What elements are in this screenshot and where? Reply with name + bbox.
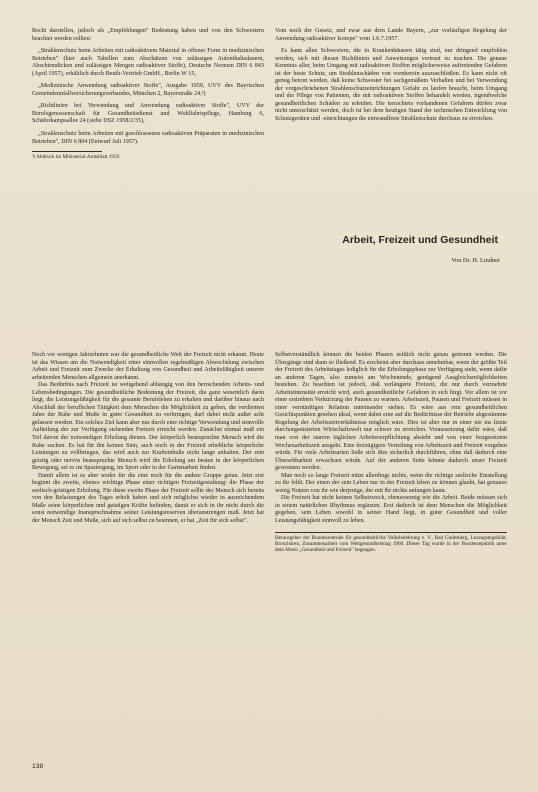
paragraph: Noch vor wenigen Jahrzehnten war die gesundheitliche Welt der Freizeit nicht erkannt. Heute ist das Wissen um die Notwendigkeit einer sinnvollen regelmäßigen Abwechslung zwischen Arbeit und Freizeit zum Zwecke der Erhaltung von Gesundheit und Arbeitsfähigkeit unserer arbeitenden Menschen allgemein anerkannt. (32, 352, 264, 381)
paragraph: Damit allein ist es aber weder für die eine noch für die andere Gruppe getan. Jetzt erst beginnt die zweite, ebenso wichtige Phase einer richtigen Freizeitgestaltung: die Phase der seelisch-geistigen Erholung. Für diese zweite Phase der Freizeit sollte der Mensch sich bereits von den Belastungen des Tages erholt haben und sich möglichst wieder in ausreichendem Maße seine körperlichen und geistigen Kräfte befinden, damit er sich in ihr nicht durch die sonst notwendige Inanspruchnahme seiner Leistungsreserven überanstrengen muß. Jetzt hat der Mensch Zeit und Muße, sich auf sich selbst zu besinnen, er hat „Zeit für sich selbst". (32, 472, 264, 525)
reference-item: „Medizinische Anwendung radioaktiver Stoffe", Ausgabe 1959, UVV des Bayrischen Gemeindeunfallversicherungsverbandes, München 2, Bayerstraße 24,²) (32, 83, 264, 97)
paragraph: Selbstverständlich können die beiden Phasen zeitlich nicht genau getrennt werden. Die Übergänge sind dann so fließend. Es erscheint aber durchaus annehmbar, wenn der größte Teil der Freizeit des Arbeitstages lediglich für die Erholungsphase zur Verfügung steht, wenn dafür an anderen Tagen, also zumeist am Wochenende, genügend Ausgleichsmöglichkeiten bestehen. Zu beachten ist jedoch, daß verlängerte Freizeit, die nur durch vermehrte Arbeitsintensität erreicht wird, auch gesundheitliche Gefahren in sich birgt. Vor allem ist vor einer erstrebten Verkürzung der Pausen zu warnen. Arbeitszeit, Pausen und Freizeit müssen in einer vernünftigen Relation miteinander stehen. Es wäre aus rein gesundheitlichen Gesichtspunkten gesehen ideal, wenn dabei eine auf die Bedürfnisse der Betriebe abgestimmte Regelung der Arbeitszeitverhältnisse möglich wäre. Dies ist aber nur in einer nie ins letzte durchorganisierten Wirtschaftswelt nur schwer zu erreichen. Voraussetzung dafür wäre, daß man von der starren täglichen Arbeitsverpflichtung absieht und von einer festgesetzten Wochenarbeitszeit ausgeht. Eine freizügigere Verteilung von Arbeitszeit und Freizeit vorgehen würde. Für viele Arbeitsarten ließe sich dies sicherlich durchführen, ohne daß dadurch eine Übersehbarkeit erwachsen würde. Auf der anderen Seite könnte dadurch unser Freizeit gewonnen werden. (275, 352, 507, 472)
footnote: ²) Abdruck im Ministerial-Amtsblatt 1959. (32, 154, 121, 161)
article-author: Von Dr. H. Lindner (451, 257, 500, 264)
left-bottom-column (32, 352, 264, 526)
paragraph: Das Bedürfnis nach Freizeit ist weitgehend abhängig von den herrschenden Arbeits- und Lebensbedingungen. Die gesundheitliche Bedeutung der Freizeit, die ganz wesentlich darin liegt, die Leistungsfähigkeit für die gesamte Berufsleben zu erhalten und darüber hinaus nach Abschluß der beruflichen Tätigkeit dem Menschen die Möglichkeit zu geben, die verdienten Jahre der Ruhe und Muße in guter Gesundheit zu verbringen, darf dabei nicht außer acht gelassen werden. Ein solches Ziel kann aber nur durch eine richtige Verwendung und sinnvolle Aufteilung der zur Verfügung stehenden Freizeit erreicht werden. Zunächst einmal muß ein Teil davon der notwendigen Erholung dienen. Der körperlich beanspruchte Mensch wird die Ruhe suchen. Es hat für ihn keinen Sinn, auch noch in der Freizeit erhebliche körperliche Leistungen zu vollbringen, das wird auch zur Krafteinbuße nicht lange anhalten. Der rein geistig oder nervös beanspruchte Mensch wird die Erholung am besten in der körperlichen Bewegung, sei es im Spaziergang, im Sport oder in der Gartenarbeit finden. (32, 382, 264, 472)
paragraph: Recht darstellen, jedoch als „Empfehlungen" Bedeutung haben und von den Schwestern beachtet werden sollten: (32, 28, 264, 42)
reference-item: „Strahlenschutz beim Arbeiten mit radioaktivem Material in offener Form in medizinischen Betrieben" (hier auch Tabellen zum Abschätzen von zulässigen Aufenthaltsdauern, Abschirmdicken und zulässigen Mengen radioaktiver Stoffe), Deutsche Normen DIN 6 843 (April 1957), erhältlich durch Beuth-Vertrieb GmbH., Berlin W 15, (32, 48, 264, 77)
reference-item: „Richtlinien bei Verwendung und Anwendung radioaktiver Stoffe", UVV der Berufsgenossenschaft für Gesundheitsdienst und Wohlfahrtspflege, Hamburg 6, Schäferkampsallee 24 (siehe DSZ 1958/2/35), (32, 103, 264, 125)
right-bottom-column (275, 352, 507, 554)
paragraph: Vom noch der Gesetz, und zwar aus dem Lande Bayern, „zur vorläufigen Regelung der Anwendung radioaktiver Isotope" vom 1.6.7.1957. (275, 28, 507, 42)
article-title: Arbeit, Freizeit und Gesundheit (342, 234, 498, 246)
reference-item: „Strahlenschutz beim Arbeiten mit geschlossenen radioaktiven Präparaten in medizinischen Betrieben", DIN 6 804 (Entwurf Juli 1957). (32, 131, 264, 145)
paragraph: Man noch so lange Freizeit nützt allerdings nichts, wenn die richtige seelische Einstellung zu ihr fehlt. Der einen der sein Leben nur in der Freizeit leben zu können glaubt, hat genauso wenig Nutzen von ihr wie derjenige, der mit ihr nichts anfangen kann. (275, 472, 507, 494)
page-number: 138 (32, 763, 44, 770)
right-top-column (275, 28, 507, 124)
footnote-rule (32, 151, 102, 152)
footnote: Herausgeber der Bundeszentrale für gesundheitliche Volksbelehrung e. V., Bad Godesberg, Lezangstegebühr, Broschüren, Zusammenarbeit vom Weltgesundheitstag 1960. Dieser Tag wurde in der Bundesrepublik unter dem Motto „Gesundheit und Freizeit" begangen. (275, 532, 507, 554)
paragraph: Die Freizeit hat nicht keinen Selbstzweck, ebensowenig wie die Arbeit. Beide müssen sich in einem natürlichen Rhythmus ergänzen. Erst dadurch ist dem Menschen die Möglichkeit gegeben, sein Leben sowohl in seiner Hand liegt, in guter Gesundheit und voller Leistungsfähigkeit sinnvoll zu leben. (275, 495, 507, 525)
left-top-column (32, 28, 264, 161)
paragraph: Es kann allen Schwestern, die in Krankenhäusern tätig sind, nur dringend empfohlen werden, sich mit diesen Richtlinien und Anweisungen vertraut zu machen. Die genaue Kenntnis aller, beim Umgang mit radioaktiven Stoffen möglicherweise auftretenden Gefahren ist der beste Schutz, um Strahlenschäden von vornherein auszuschließen. Es kann nicht oft genug betont werden, daß keine Schwester bei sachgemäßem Verhalten und bei Verwendung der vorgeschriebenen Strahlenschutzeinrichtungen Gefahr zu laufen braucht, beim Umgang und der Pflege von Patienten, die mit radioaktiven Stoffen behandelt werden, irgendwelche gesundheitlichen Schäden zu erleiden. Die terrachtets vorhandenen Gefahren dürfen zwar nicht unterschätzt werden, doch ist bei dem heutigen Stand der technischen Entwicklung von Schutzgeräten und -einrichtungen die einwandfreie Strahlenschutz durchaus zu erreichen. (275, 48, 507, 123)
